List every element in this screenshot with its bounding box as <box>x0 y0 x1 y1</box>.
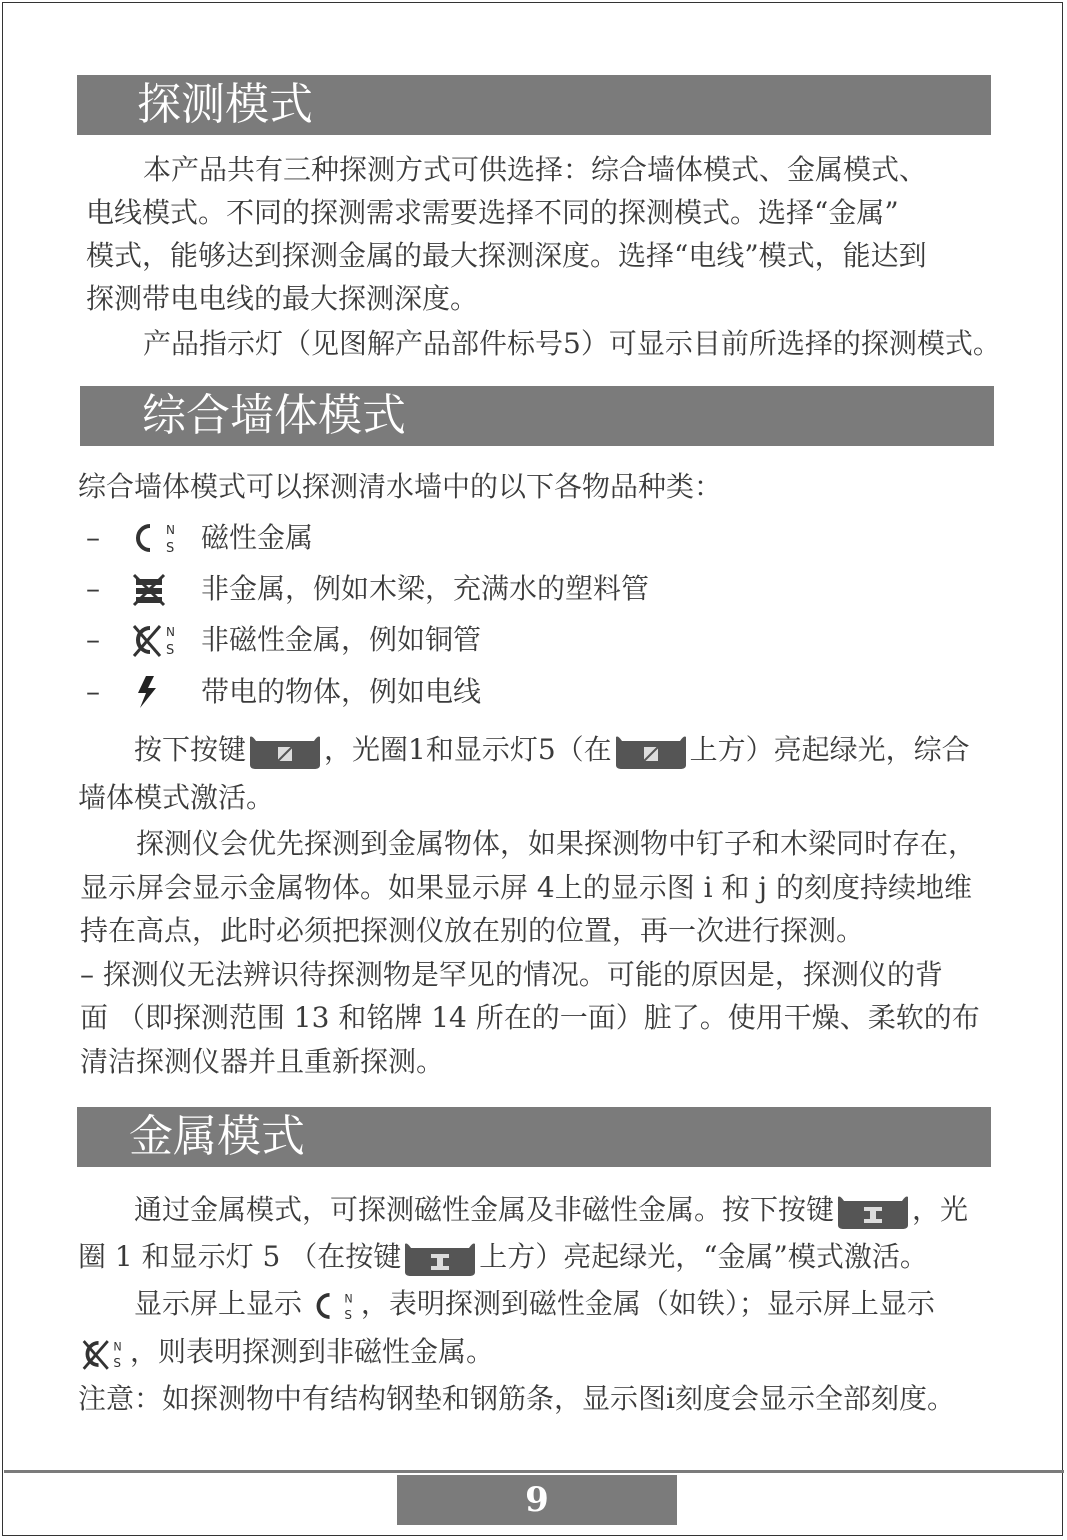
list-item-label: 磁性金属 <box>201 521 314 554</box>
section-header-wall-mode <box>80 386 994 446</box>
list-item-label: 带电的物体，例如电线 <box>201 675 482 708</box>
text-run: ，光圈1和显示灯5（在 <box>324 733 612 766</box>
paragraph-line: – 探测仪无法辨识待探测物是罕见的情况。可能的原因是，探测仪的背 <box>80 958 943 991</box>
paragraph-line: 本产品共有三种探测方式可供选择：综合墙体模式、金属模式、 <box>143 153 928 186</box>
footer-rule <box>4 1470 1064 1473</box>
paragraph-line: 面 （即探测范围 13 和铭牌 14 所在的一面）脏了。使用干燥、柔软的布 <box>80 1001 980 1034</box>
wall-mode-button-icon <box>248 735 322 769</box>
paragraph-line: 显示屏会显示金属物体。如果显示屏 4上的显示图 i 和 j 的刻度持续地维 <box>80 871 972 904</box>
paragraph-line <box>134 1188 968 1232</box>
list-dash: – <box>86 675 100 708</box>
section-title: 金属模式 <box>129 1111 305 1162</box>
paragraph-line: 综合墙体模式可以探测清水墙中的以下各物品种类： <box>78 470 723 503</box>
list-item-label: 非金属，例如木梁，充满水的塑料管 <box>201 572 650 605</box>
list-dash: – <box>86 521 100 554</box>
wall-mode-button-icon <box>614 735 688 769</box>
non-metal-icon <box>130 571 184 607</box>
paragraph-line <box>134 728 970 772</box>
list-dash: – <box>86 623 100 656</box>
text-run: ，光 <box>912 1193 969 1226</box>
list-item <box>86 672 786 712</box>
note-line: 注意：如探测物中有结构钢垫和钢筋条，显示图i刻度会显示全部刻度。 <box>78 1382 955 1415</box>
metal-mode-button-icon <box>836 1195 910 1229</box>
paragraph-line: 模式，能够达到探测金属的最大探测深度。选择“电线”模式，能达到 <box>86 239 927 272</box>
live-wire-icon <box>130 674 184 710</box>
paragraph-line: 持在高点，此时必须把探测仪放在别的位置，再一次进行探测。 <box>80 914 865 947</box>
text-run: ，则表明探测到非磁性金属。 <box>130 1335 495 1368</box>
paragraph-line <box>80 1330 494 1374</box>
paragraph-line: 探测带电电线的最大探测深度。 <box>86 282 479 315</box>
section-title: 综合墙体模式 <box>142 390 406 441</box>
magnetic-metal-icon <box>130 520 184 556</box>
paragraph-line: 清洁探测仪器并且重新探测。 <box>80 1045 445 1078</box>
non-magnetic-metal-icon <box>130 622 184 658</box>
list-item <box>86 620 786 660</box>
text-run: ，表明探测到磁性金属（如铁）；显示屏上显示 <box>360 1287 935 1320</box>
page-number: 9 <box>397 1475 677 1525</box>
section-header-detect-mode <box>77 75 991 135</box>
magnetic-metal-icon <box>311 1289 361 1323</box>
section-title: 探测模式 <box>137 79 313 130</box>
paragraph-line: 探测仪会优先探测到金属物体，如果探测物中钉子和木梁同时存在， <box>136 827 977 860</box>
non-magnetic-metal-icon <box>80 1337 130 1371</box>
text-run: 上方）亮起绿光，综合 <box>689 733 970 766</box>
paragraph-line: 墙体模式激活。 <box>78 781 275 814</box>
text-run: 通过金属模式，可探测磁性金属及非磁性金属。按下按键 <box>134 1193 835 1226</box>
section-header-metal-mode <box>77 1107 991 1167</box>
paragraph-line <box>134 1282 935 1326</box>
list-item <box>86 518 786 558</box>
text-run: 显示屏上显示 <box>134 1287 303 1320</box>
list-item-label: 非磁性金属，例如铜管 <box>201 623 482 656</box>
text-run: 按下按键 <box>134 733 247 766</box>
text-run: 上方）亮起绿光，“金属”模式激活。 <box>479 1240 928 1273</box>
text-run: 圈 1 和显示灯 5 （在按键 <box>78 1240 402 1273</box>
list-item <box>86 569 786 609</box>
paragraph-line: 电线模式。不同的探测需求需要选择不同的探测模式。选择“金属” <box>86 196 899 229</box>
paragraph-line <box>78 1235 928 1279</box>
metal-mode-button-icon <box>403 1242 477 1276</box>
paragraph-line: 产品指示灯（见图解产品部件标号5）可显示目前所选择的探测模式。 <box>143 327 1001 360</box>
list-dash: – <box>86 572 100 605</box>
